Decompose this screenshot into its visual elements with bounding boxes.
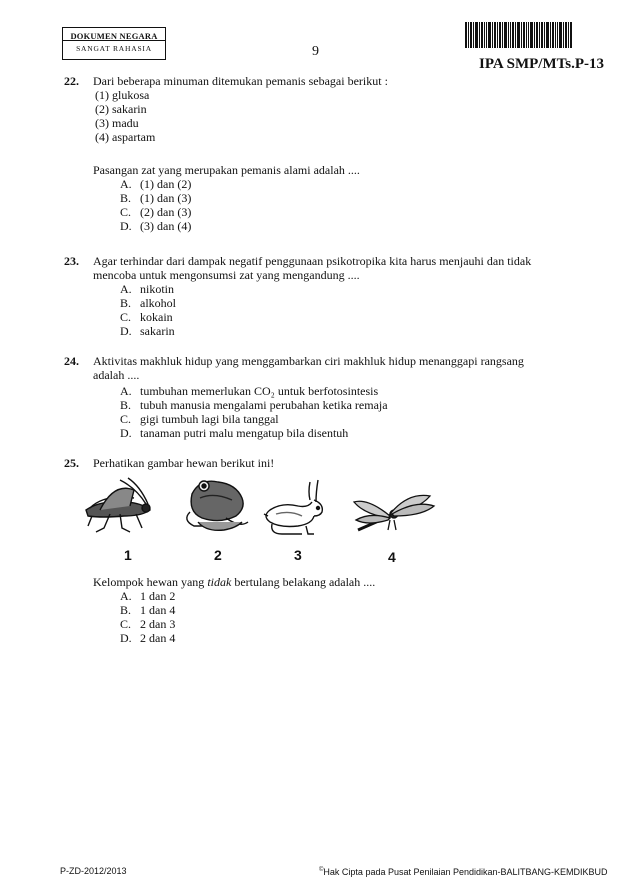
stamp-top-text: DOKUMEN NEGARA	[63, 28, 165, 41]
subject-code: IPA SMP/MTs.P-13	[479, 56, 605, 72]
list-item: (4) aspartam	[95, 130, 156, 144]
question-24	[64, 354, 594, 384]
figure-label-4: 4	[388, 549, 396, 565]
list-item: (2) sakarin	[95, 102, 147, 116]
options-25	[120, 589, 175, 645]
question-stem: mencoba untuk mengonsumsi zat yang mengandung ....	[93, 268, 360, 282]
answer-option-c[interactable]: C. 2 dan 3	[120, 617, 176, 631]
answer-option-d[interactable]: D. 2 dan 4	[120, 631, 176, 645]
question-stem: Dari beberapa minuman ditemukan pemanis sebagai berikut :	[93, 74, 388, 88]
stamp-bottom-text: SANGAT RAHASIA	[76, 44, 152, 53]
question-prompt: Pasangan zat yang merupakan pemanis alami adalah ....	[93, 163, 360, 177]
question-prompt: Kelompok hewan yang tidak bertulang belakang adalah ....	[93, 575, 376, 589]
options-23	[120, 282, 176, 338]
answer-option-a[interactable]: A. nikotin	[120, 282, 175, 296]
list-item: (3) madu	[95, 116, 139, 130]
question-stem: Agar terhindar dari dampak negatif penggunaan psikotropika kita harus menjauhi dan tidak	[93, 254, 532, 268]
question-stem: Aktivitas makhluk hidup yang menggambarkan ciri makhluk hidup menanggapi rangsang	[93, 354, 524, 368]
answer-option-b[interactable]: B. (1) dan (3)	[120, 191, 192, 205]
answer-option-b[interactable]: B. 1 dan 4	[120, 603, 176, 617]
question-number: 23.	[64, 254, 79, 268]
figure-label-3: 3	[294, 547, 302, 563]
answer-option-d[interactable]: D. (3) dan (4)	[120, 219, 192, 233]
question-number: 24.	[64, 354, 79, 368]
grasshopper-icon	[80, 476, 156, 534]
barcode-icon	[465, 22, 572, 48]
answer-option-b[interactable]: B. alkohol	[120, 296, 176, 310]
question-number: 22.	[64, 74, 79, 88]
question-number: 25.	[64, 456, 79, 470]
answer-option-a[interactable]: A. (1) dan (2)	[120, 177, 192, 191]
question-23	[64, 254, 594, 284]
answer-option-c[interactable]: C. kokain	[120, 310, 173, 324]
list-item: (1) glukosa	[95, 88, 150, 102]
question-stem: adalah ....	[93, 368, 140, 382]
answer-option-a[interactable]: A. tumbuhan memerlukan CO₂ untuk berfotosintesis	[120, 384, 379, 398]
options-24	[120, 384, 388, 440]
frog-icon	[180, 472, 252, 534]
dragonfly-icon	[346, 490, 436, 544]
answer-option-d[interactable]: D. sakarin	[120, 324, 175, 338]
figure-label-1: 1	[124, 547, 132, 563]
answer-option-a[interactable]: A. 1 dan 2	[120, 589, 176, 603]
answer-option-b[interactable]: B. tubuh manusia mengalami perubahan ketika remaja	[120, 398, 388, 412]
answer-option-c[interactable]: C. (2) dan (3)	[120, 205, 192, 219]
question-stem: Perhatikan gambar hewan berikut ini!	[93, 456, 275, 470]
answer-option-d[interactable]: D. tanaman putri malu mengatup bila disentuh	[120, 426, 349, 440]
page-number: 9	[312, 44, 319, 59]
options-22	[120, 177, 191, 233]
rabbit-icon	[262, 478, 328, 540]
footer-copyright: ©Hak Cipta pada Pusat Penilaian Pendidikan-BALITBANG-KEMDIKBUD	[319, 867, 608, 877]
question-25	[64, 456, 584, 472]
footer-code: P-ZD-2012/2013	[60, 866, 127, 876]
answer-option-c[interactable]: C. gigi tumbuh lagi bila tanggal	[120, 412, 279, 426]
figure-label-2: 2	[214, 547, 222, 563]
document-stamp	[62, 27, 166, 60]
